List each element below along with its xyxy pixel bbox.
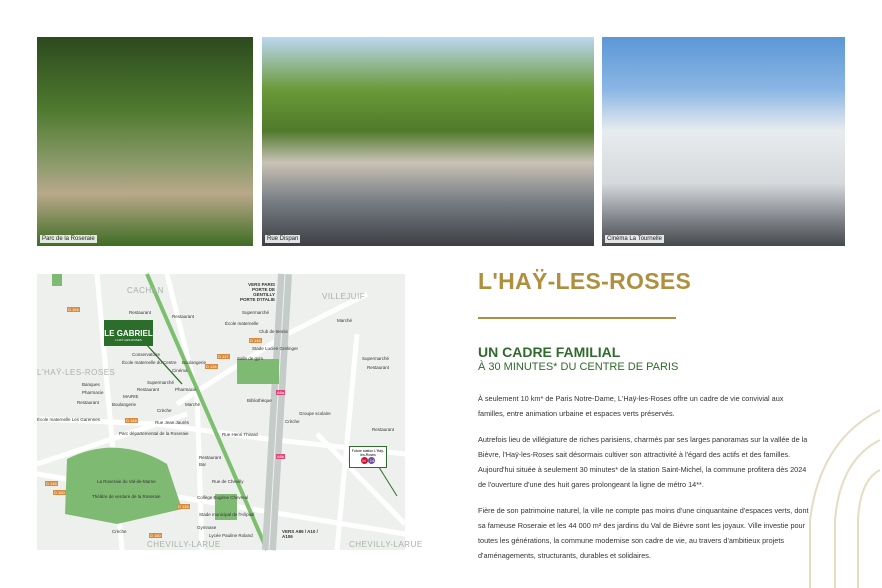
poi-label: Restaurant: [137, 387, 160, 392]
poi-label: Boulangerie: [182, 360, 207, 365]
poi-label: Restaurant: [129, 310, 152, 315]
poi-label: Pharmacie: [82, 390, 104, 395]
poi-label: École maternelle du Centre: [122, 360, 177, 365]
poi-label: Restaurant: [367, 365, 390, 370]
poi-label: Pharmacie: [175, 387, 197, 392]
poi-label: Marché: [337, 318, 353, 323]
poi-label: Restaurant: [172, 314, 195, 319]
paragraph-1: À seulement 10 km* de Paris Notre-Dame, L'Haÿ-les-Roses offre un cadre de vie convivial aux familles, entre animation urbaine et espaces verts préservés.: [478, 394, 784, 418]
poi-label: Supermarché: [362, 356, 390, 361]
page-title: L'HAŸ-LES-ROSES: [478, 268, 692, 294]
road-tag: D 148: [250, 338, 261, 343]
poi-label: Collège Eugène Chevreul: [197, 495, 249, 500]
poi-label: École maternelle Les Garennes: [37, 417, 101, 422]
poi-label: Conservatoire: [132, 352, 161, 357]
poi-label: Supermarché: [242, 310, 270, 315]
photo-parc-roseraie: [37, 37, 253, 246]
street-label: Rue de Chevilly: [212, 479, 244, 484]
poi-label: Gymnase: [197, 525, 217, 530]
town-label: VILLEJUIF: [322, 292, 366, 301]
metro-station-box: [349, 446, 387, 468]
decorative-logo-watermark: [800, 400, 882, 588]
road-tag: D 148: [126, 418, 137, 423]
poi-label: Cinéma: [172, 368, 188, 373]
road-tag: D 126: [178, 504, 189, 509]
road-tag: D 126: [206, 364, 217, 369]
poi-label: École maternelle: [225, 321, 259, 326]
town-label: CHEVILLY-LARUE: [349, 540, 423, 549]
poi-label: Marché: [185, 402, 201, 407]
brand-sub: L'HAŸ-LES-ROSES: [115, 338, 142, 342]
map-roads: [37, 274, 405, 550]
photo-caption: Parc de la Roseraie: [42, 236, 95, 242]
poi-label: Bar: [199, 462, 207, 467]
road-tag: D 154: [68, 307, 79, 312]
poi-label: Bibliothèque: [247, 398, 272, 403]
direction-label: VERS PARIS PORTE DE GENTILLY PORTE D'ITALIE: [240, 282, 275, 302]
poi-label: Banques: [82, 382, 100, 387]
town-label: L'HAŸ-LES-ROSES: [37, 368, 116, 377]
poi-label: MAIRIE: [123, 394, 139, 399]
poi-label: Supermarché: [147, 380, 175, 385]
poi-label: Restaurant: [77, 400, 100, 405]
poi-label: Parc départemental de la Roseraie: [119, 431, 189, 436]
location-map: [37, 274, 423, 550]
metro-label: Future station L'Haÿ-les-Roses: [351, 449, 385, 457]
town-label: CHEVILLY-LARUE: [147, 540, 221, 549]
paragraph-3: Fière de son patrimoine naturel, la ville ne compte pas moins d'une cinquantaine d'espaces verts, dont sa fameuse Roseraie et les 44 000 m² des jardins du Val de Bièvre sont les joyaux. Ville investie pour toutes les générations, la commune modernise son cadre de vie, au travers d'ambitieux projets d'aménagements, structurants, durables et solidaires.: [478, 506, 809, 560]
photo-caption: Rue Dispan: [267, 236, 299, 242]
street-label: Rue Henri Thirard: [222, 432, 258, 437]
photo-caption: Cinéma La Tournelle: [607, 236, 662, 242]
street-label: Rue Jean Jaurès: [155, 420, 190, 425]
poi-label: Lycée Pauline Roland: [209, 533, 253, 538]
road-tag: D 160: [150, 533, 161, 538]
le-gabriel-marker: [104, 320, 153, 346]
poi-label: Club de tennis: [259, 329, 288, 334]
town-label: CACHAN: [127, 286, 164, 295]
photo-cinema: [602, 37, 845, 246]
poi-label: Crèche: [112, 529, 127, 534]
poi-label: Crèche: [157, 408, 172, 413]
poi-label: Crèche: [285, 419, 300, 424]
poi-label: Théâtre de verdure de la Roseraie: [92, 494, 161, 499]
brand-name: LE GABRIEL: [104, 329, 153, 338]
poi-label: Boulangerie: [112, 402, 137, 407]
line-14-icon: 14: [369, 458, 375, 463]
title-divider: [478, 317, 676, 319]
poi-label: Restaurant: [199, 455, 222, 460]
road-tag: A6a: [277, 390, 285, 395]
road-tag: A6b: [277, 454, 285, 459]
metro-icon: M: [362, 458, 366, 463]
road-tag: D 127: [218, 354, 229, 359]
road-tag: D 148: [46, 481, 57, 486]
poi-label: Groupe scolaire: [299, 411, 331, 416]
poi-label: Stade municipal de l'Hôpital: [199, 512, 255, 517]
paragraph-2: Autrefois lieu de villégiature de riches parisiens, charmés par ses larges panoramas sur la vallée de la Bièvre, l'Haÿ-les-Roses sait désormais cultiver son attractivité à l'égard des actifs et des familles. Aujourd'hui située à seulement 30 minutes* de la station Saint-Michel, la commune profitera dès 2024 de l'ouverture d'une des huit gares prolongeant la ligne de métro 14**.: [478, 435, 808, 489]
poi-label: Restaurant: [372, 427, 395, 432]
section-subheading: À 30 MINUTES* DU CENTRE DE PARIS: [478, 361, 679, 373]
poi-label: Stade Lucien Grelinger: [252, 346, 299, 351]
section-heading: UN CADRE FAMILIAL: [478, 344, 621, 360]
poi-label: La Roseraie du Val-de-Marne: [97, 479, 156, 484]
direction-label: VERS A86 / A10 / A106: [282, 529, 318, 539]
photo-rue-dispan: [262, 37, 594, 246]
road-tag: D 160: [54, 490, 65, 495]
poi-label: Salle de gym: [237, 356, 264, 361]
